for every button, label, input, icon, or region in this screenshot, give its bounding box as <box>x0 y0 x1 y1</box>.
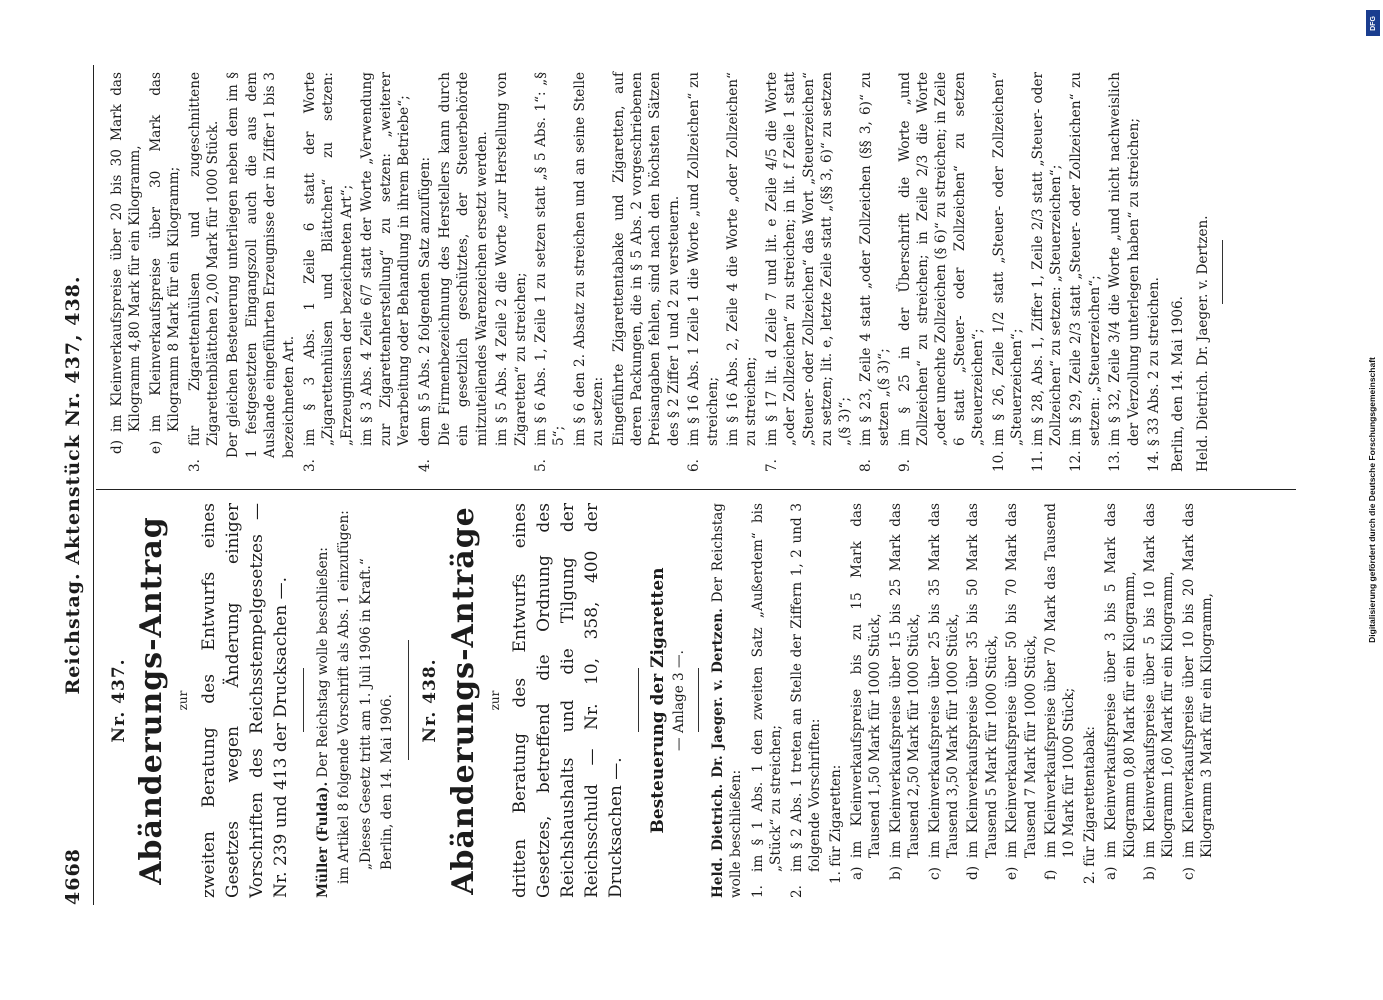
item-text: dem § 5 Abs. 2 folgenden Satz anzufügen: <box>416 156 433 446</box>
separator <box>698 669 699 733</box>
item-number: 10. <box>990 450 1007 472</box>
doc437-number: Nr. 437. <box>109 658 129 743</box>
list-item <box>108 72 145 472</box>
doc438-number: Nr. 438. <box>420 658 441 743</box>
list-item <box>1067 72 1104 472</box>
item-text: im § 6 Abs. 1, Zeile 1 zu setzen statt „§ 5 Abs. 1“: „§ 5“; <box>532 72 568 446</box>
item-number: 11. <box>1029 450 1046 472</box>
list-item <box>1042 503 1079 898</box>
item-text: im Kleinverkaufspreise über 25 bis 35 Mark das Tausend 3,50 Mark für 1000 Stück, <box>926 503 961 858</box>
list-item <box>1102 503 1139 898</box>
item-text: im § 29, Zeile 2/3 statt „Steuer- oder Zollzeichen“ zu setzen: „Steuerzeichen“; <box>1068 72 1103 446</box>
item-number: 13. <box>1107 450 1124 472</box>
list-item <box>887 503 924 898</box>
list-item <box>1180 503 1217 898</box>
doc438-signatures: Held. Dietrich. Dr. Jaeger. v. Dertzen. <box>1194 215 1211 472</box>
item-number: 3. <box>302 459 319 472</box>
list-item <box>724 72 761 472</box>
item-number: 2. <box>788 885 805 898</box>
doc438-items-left <box>749 503 825 898</box>
item-text: im Kleinverkaufspreise über 50 bis 70 Mark das Tausend 7 Mark für 1000 Stück, <box>1004 503 1039 858</box>
item-text: im Kleinverkaufspreise bis zu 15 Mark das Tausend 1,50 Mark für 1000 Stück, <box>848 503 884 858</box>
item-number: b) <box>887 865 904 880</box>
item-number: d) <box>109 439 125 454</box>
item-text: im Kleinverkaufspreise über 5 bis 10 Mark das Kilogramm 1,60 Mark für ein Kilogramm, <box>1142 503 1177 858</box>
item-text: im § 5 Abs. 4 Zeile 2 die Worte „zur Herstellung von Zigaretten“ zu streichen; <box>494 72 529 446</box>
separator <box>408 641 409 761</box>
tab-list-continued <box>108 72 184 472</box>
list-item <box>493 72 530 472</box>
doc437-mover-text: Der Reichstag wolle beschließen: <box>314 547 331 778</box>
doc438-movers-text: Der Reichstag wolle beschließen: <box>710 503 745 898</box>
doc438-movers: Held. Dietrich. Dr. Jaeger. v. Dertzen. <box>710 608 727 898</box>
item-number: e) <box>1004 866 1021 880</box>
doc437-mover: Müller (Fulda). <box>314 781 331 898</box>
item-text: im Kleinverkaufspreise über 15 bis 25 Mark das Tausend 2,50 Mark für 1000 Stück, <box>887 503 923 858</box>
item-number: e) <box>147 440 164 454</box>
dfg-logo <box>1366 10 1380 36</box>
item-number: f) <box>1042 869 1059 880</box>
column-divider <box>96 489 1296 490</box>
item-number: 5. <box>532 459 549 472</box>
item-number <box>724 446 761 472</box>
list-item <box>964 503 1001 898</box>
item-number: a) <box>848 866 865 880</box>
item-text: im Kleinverkaufspreise über 35 bis 50 Mark das Tausend 5 Mark für 1000 Stück, <box>965 503 1000 858</box>
list-item <box>1141 503 1178 898</box>
item-text: im § 3 Abs. 4 Zeile 6/7 statt der Worte „Verwendung zur Zigarettenherstellung“ zu setzen: „weiterer Verarbeitung oder Behandlung in ihrem Betriebe“; <box>359 72 413 446</box>
tab-list <box>1102 503 1216 898</box>
item-number <box>436 446 491 472</box>
list-item <box>416 72 434 472</box>
separator <box>303 669 304 733</box>
list-item <box>301 72 356 472</box>
doc437-lead: zweiten Beratung des Entwurfs eines Gesetzes wegen Änderung einiger Vorschriften des Reichsstempelgesetzes — Nr. 239 und 413 der Drucksachen —. <box>198 503 291 898</box>
item-number: 8. <box>857 459 874 472</box>
item-text: im § 16 Abs. 2, Zeile 4 die Worte „oder Zollzeichen“ zu streichen; <box>725 72 760 446</box>
item-text: im § 32, Zeile 3/4 die Worte „und nicht nachweislich der Verzollung unterlegen haben“ zu streichen; <box>1107 72 1142 446</box>
item-text: im § 2 Abs. 1 treten an Stelle der Ziffern 1, 2 und 3 folgende Vorschriften: <box>788 503 824 872</box>
list-item <box>436 72 491 472</box>
list-item <box>926 503 963 898</box>
cig-list <box>848 503 1079 898</box>
list-item <box>788 503 825 898</box>
item-number <box>571 446 608 472</box>
right-column <box>108 72 1233 472</box>
doc438-date: Berlin, den 14. Mai 1906. <box>1170 296 1187 472</box>
item-text: im § 25 in der Überschrift die Worte „und Zollzeichen“ zu streichen; in Zeile 2/3 die Worte „oder unechte Zollzeichen (§ 6)“ zu streichen; in Zeile 6 statt „Steuer- oder Zollzeichen“ zu setzen „Steuerzeichen“; <box>896 72 987 446</box>
item-text: im Kleinverkaufspreise über 20 bis 30 Mark das Kilogramm 4,80 Mark für ein Kilogramm, <box>109 72 144 432</box>
doc438-items-right <box>301 72 1163 472</box>
separator <box>638 669 639 733</box>
doc437-zur: zur <box>176 690 191 711</box>
doc437-motion: im Artikel 8 folgende Vorschrift als Abs. 1 einzufügen: <box>336 510 353 884</box>
item-number: c) <box>926 867 943 880</box>
list-item <box>1145 72 1163 472</box>
item-number: 6. <box>686 459 703 472</box>
list-item <box>749 503 786 898</box>
list-item <box>1029 72 1066 472</box>
item-number: c) <box>1180 867 1197 880</box>
item-text: im § 16 Abs. 1 Zeile 1 die Worte „und Zollzeichen“ zu streichen; <box>686 72 721 446</box>
item-number: b) <box>1142 865 1158 880</box>
item-number: a) <box>1103 866 1120 880</box>
list-item <box>848 503 885 898</box>
item-text: im Kleinverkaufspreise über 10 bis 20 Mark das Kilogramm 3 Mark für ein Kilogramm, <box>1180 503 1216 858</box>
item-text: im § 23, Zeile 4 statt „oder Zollzeichen (§§ 3, 6)“ zu setzen „(§ 3)“; <box>857 72 893 446</box>
item-text: im § 6 den 2. Absatz zu streichen und an seine Stelle zu setzen: <box>571 72 607 446</box>
list-item <box>1106 72 1143 472</box>
item-text: im Kleinverkaufspreise über 30 Mark das Kilogramm 8 Mark für ein Kilogramm; <box>147 72 183 432</box>
item-text: im § 17 lit. d Zeile 7 und lit. e Zeile 4/5 die Worte „oder Zollzeichen“ zu streichen; in lit. f Zeile 1 statt „Steuer- oder Zollzeichen“ das Wort „Steuerzeichen“ zu setzen; lit. e, letzte Zeile statt „(§§ 3, 6)“ zu setzen „(§ 3)“; <box>763 72 854 446</box>
item-number <box>610 446 684 472</box>
left-column <box>108 503 1219 898</box>
tab-heading: 2. für Zigarettentabak: <box>1081 726 1098 884</box>
item-number: 3. <box>186 459 203 472</box>
list-item <box>358 72 413 472</box>
list-item <box>990 72 1027 472</box>
item-text: im § 26, Zeile 1/2 statt „Steuer- oder Zollzeichen“ „Steuerzeichen“; <box>990 72 1026 446</box>
item-text: Die Firmenbezeichnung des Herstellers kann durch ein gesetzlich geschütztes, der Steuerbehörde mitzuteilendes Warenzeichen ersetzt werden. <box>436 72 490 446</box>
doc438-section: Besteuerung der Zigaretten <box>648 567 669 834</box>
item-text: im § 3 Abs. 1 Zeile 6 statt der Worte „Zigarettenhülsen und Blättchen“ zu setzen: „Erzeugnissen der bezeichneten Art“; <box>302 72 355 446</box>
doc438-zur: zur <box>487 690 502 711</box>
item-text: für Zigarettenhülsen und zugeschnittene Zigarettenblättchen 2,00 Mark für 1000 Stück. <box>186 72 222 446</box>
item-text: Eingeführte Zigarettentabake und Zigaretten, auf deren Packungen, die in § 5 Abs. 2 vorgeschriebenen Preisangaben fehlen, sind nach den höchsten Sätzen des § 2 Ziffer 1 und 2 zu versteuern. <box>610 72 682 446</box>
doc437-date: Berlin, den 14. Mai 1906. <box>379 694 396 870</box>
digitization-note: Digitalisierung gefördert durch die Deutsche Forschungsgemeinschaft <box>1367 357 1377 643</box>
item-number: 7. <box>763 459 780 472</box>
list-item <box>1003 503 1040 898</box>
doc437-heading: Abänderungs-Antrag <box>134 516 170 885</box>
running-header <box>62 65 88 905</box>
list-item <box>186 72 223 472</box>
item-number <box>493 446 530 472</box>
item-number: 1. <box>749 885 766 898</box>
doc438-lead: dritten Beratung des Entwurfs eines Gesetzes, betreffend die Ordnung des Reichshaushalts und die Tilgung der Reichsschuld — Nr. 10, 358, 400 der Drucksachen —. <box>510 503 627 898</box>
doc438-annex: — Anlage 3 —. <box>670 650 687 751</box>
item-text: § 33 Abs. 2 zu streichen. <box>1145 277 1162 446</box>
item-number <box>358 446 413 472</box>
header-rule <box>93 65 94 905</box>
doc437-quote: „Dieses Gesetz tritt am 1. Juli 1906 in Kraft.“ <box>357 558 374 870</box>
item-text: im Kleinverkaufspreise über 70 Mark das Tausend 10 Mark für 1000 Stück; <box>1042 503 1078 858</box>
item-text: im § 28, Abs. 1, Ziffer 1, Zeile 2/3 statt „Steuer- oder Zollzeichen“ zu setzen: „Steuerzeichen“; <box>1029 72 1064 446</box>
doc438-heading: Abänderungs-Anträge <box>445 506 481 895</box>
separator <box>1222 240 1223 304</box>
item-text: im Kleinverkaufspreise über 3 bis 5 Mark das Kilogramm 0,80 Mark für ein Kilogramm, <box>1103 503 1138 858</box>
list-item <box>147 72 184 472</box>
page-number: 4668 <box>62 848 84 905</box>
list-item <box>896 72 988 472</box>
item-number: 12. <box>1068 450 1085 472</box>
header-title: Reichstag. Aktenstück Nr. 437, 438. <box>62 275 84 695</box>
item-number: 14. <box>1145 450 1162 472</box>
list-item <box>685 72 722 472</box>
hulsen-paragraph: Der gleichen Besteuerung unterliegen neben dem im § 1 festgesetzten Eingangszoll auch die aus dem Auslande eingeführten Erzeugnisse der in Ziffer 1 bis 3 bezeichneten Art. <box>225 72 297 458</box>
item-number: 9. <box>896 459 913 472</box>
list-item <box>571 72 608 472</box>
list-item <box>610 72 684 472</box>
dfg-logo-text: DFG <box>1369 15 1377 31</box>
item-number: d) <box>965 865 982 880</box>
cig-heading: 1. für Zigaretten: <box>827 764 844 884</box>
list-item <box>857 72 894 472</box>
list-item <box>763 72 855 472</box>
item-text: im § 1 Abs. 1 den zweiten Satz „Außerdem“ bis „Stück“ zu streichen; <box>749 503 785 872</box>
list-item <box>532 72 569 472</box>
item-number: 4. <box>416 459 433 472</box>
